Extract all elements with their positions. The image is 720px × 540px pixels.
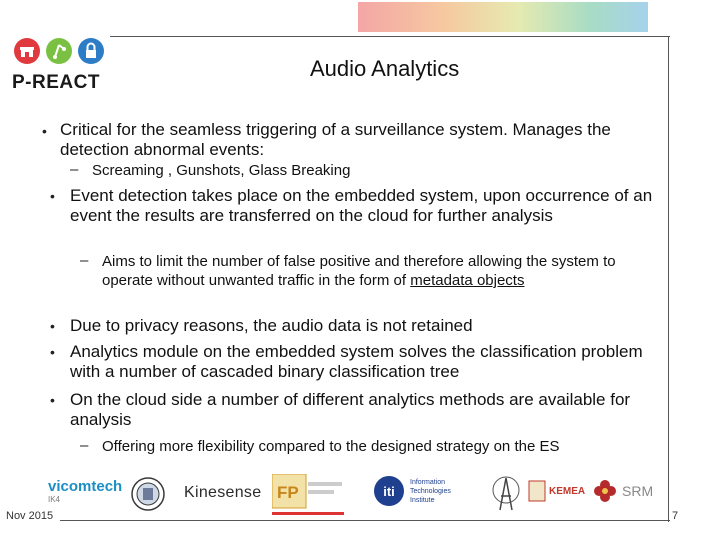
bullet-item: Critical for the seamless triggering of a surveillance system. Manages the detection abnormal events:	[60, 120, 611, 159]
bullet-marker: –	[80, 252, 89, 269]
university-seal-icon	[130, 476, 166, 519]
bullet-marker: •	[50, 188, 55, 204]
bullet-marker: –	[80, 437, 89, 454]
bullet-item: On the cloud side a number of different analytics methods are available for analysis	[70, 390, 631, 429]
bullet-item: Analytics module on the embedded system solves the classification problem with a number of cascaded binary classification tree	[70, 342, 643, 381]
bullet-marker: –	[70, 161, 79, 178]
bullet-marker: •	[42, 123, 47, 139]
frame-bottom-line	[60, 520, 670, 521]
bullet-marker: •	[50, 344, 55, 360]
iti-logo: iti Information Technologies Institute	[374, 476, 451, 506]
tower-icon	[490, 474, 522, 519]
bullet-item: Event detection takes place on the embedded system, upon occurrence of an event the results are transferred on the cloud for further analysis	[70, 186, 653, 225]
fp-logo-icon	[272, 474, 346, 521]
logo-text: P-REACT	[12, 72, 100, 93]
bullet-item: Due to privacy reasons, the audio data is not retained	[70, 316, 473, 335]
vicomtech-logo: vicomtech IK4	[48, 478, 123, 504]
frame-top-line	[110, 36, 670, 37]
frame-right-line	[668, 36, 669, 522]
bullet-item: Offering more flexibility compared to the designed strategy on the ES	[102, 438, 560, 455]
bullet-item: Screaming , Gunshots, Glass Breaking	[92, 162, 351, 179]
svg-text:FP: FP	[277, 483, 299, 502]
footer-date: Nov 2015	[6, 510, 54, 522]
header-gradient-bar	[358, 2, 648, 32]
lock-icon	[76, 36, 106, 66]
bullet-item	[102, 252, 667, 290]
partner-logos	[44, 472, 664, 520]
page-number: 7	[672, 510, 679, 522]
slide-title: Audio Analytics	[310, 56, 460, 81]
iti-circle-icon: iti	[374, 476, 404, 506]
metadata-objects-link[interactable]: metadata objects	[410, 272, 525, 289]
kemea-logo: KEMEA	[528, 480, 585, 502]
network-icon	[44, 36, 74, 66]
kemea-emblem-icon	[528, 480, 546, 502]
p-react-logo	[12, 36, 106, 94]
bullet-marker: •	[50, 318, 55, 334]
kinesense-logo: Kinesense	[184, 484, 262, 501]
bullet-text: Aims to limit the number of false positive and therefore allowing the system to operate without unwanted traffic in the form of	[102, 253, 616, 289]
srm-flower-icon	[592, 478, 618, 504]
shop-icon	[12, 36, 42, 66]
srm-logo: SRM	[592, 478, 653, 504]
bullet-marker: •	[50, 392, 55, 408]
